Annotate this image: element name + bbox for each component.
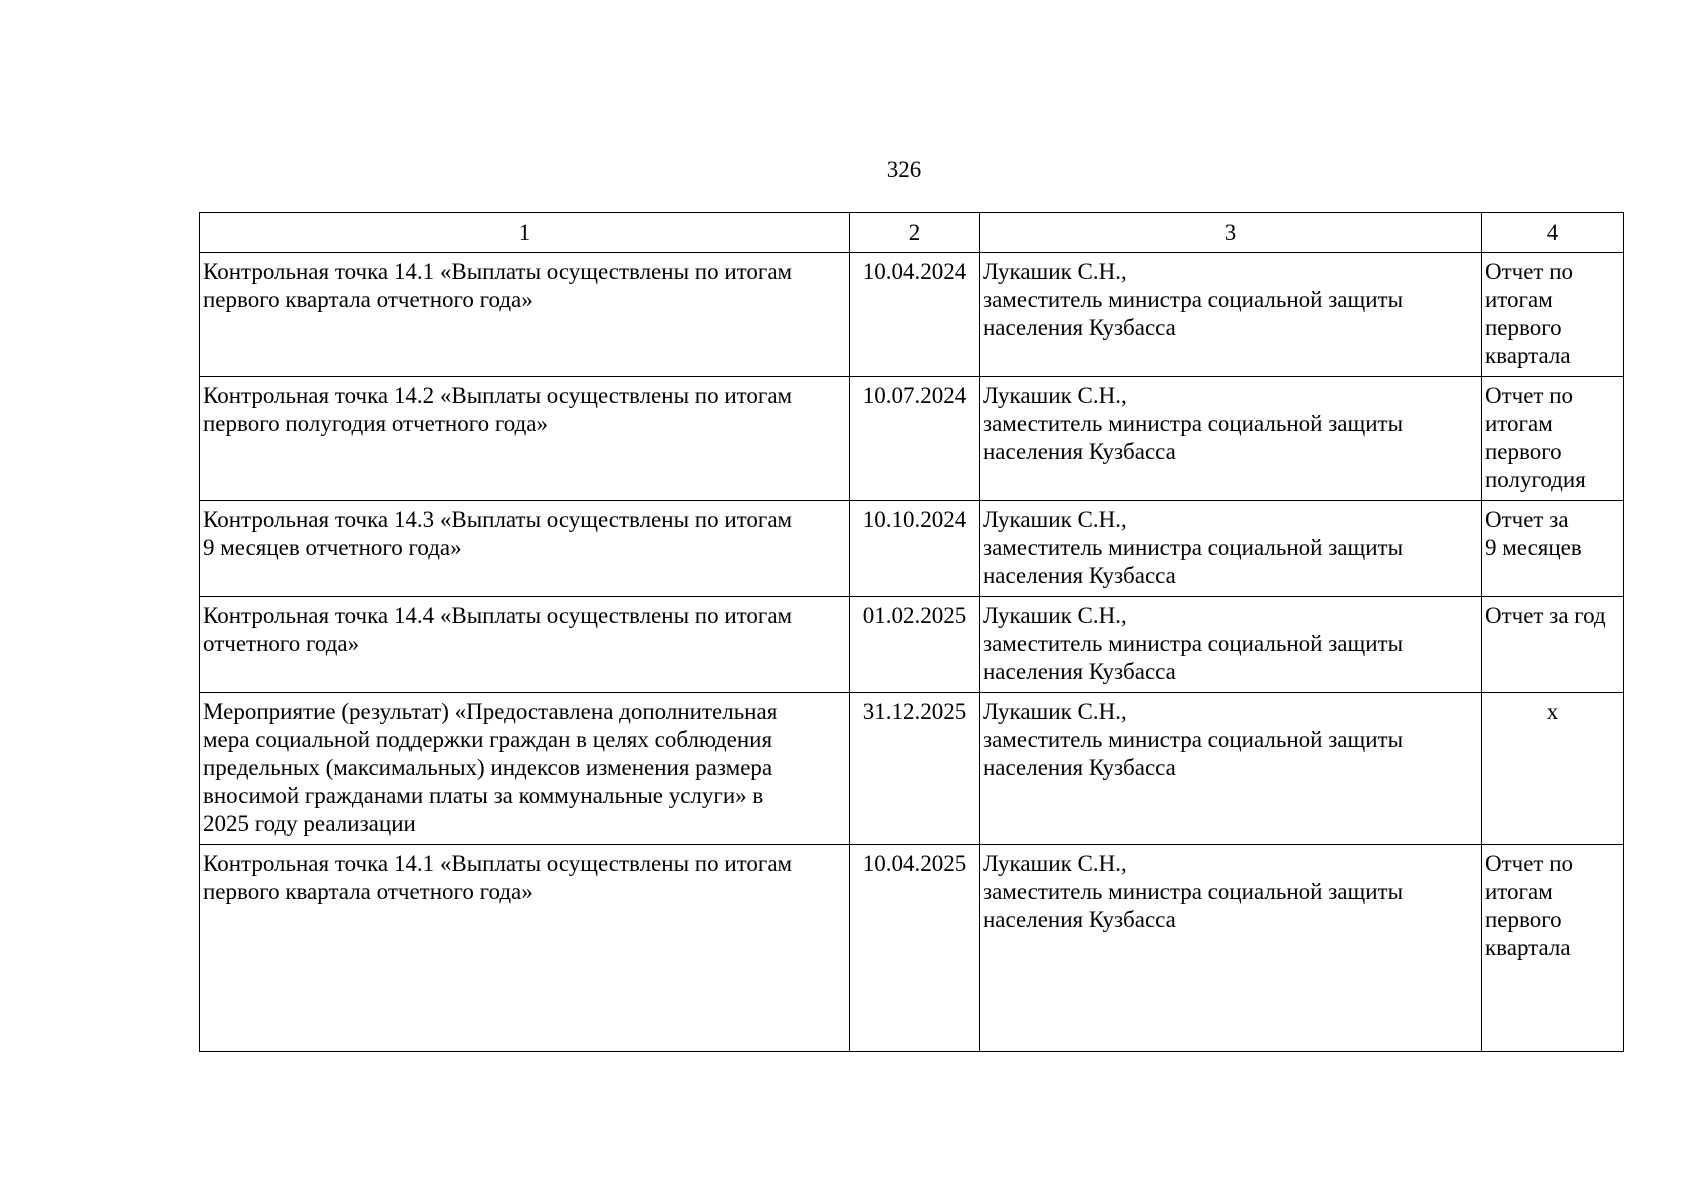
report-type-cell: Отчет по итогам первого полугодия bbox=[1482, 377, 1624, 501]
responsible-cell: Лукашик С.Н., заместитель министра социальной защиты населения Кузбасса bbox=[980, 597, 1482, 693]
report-type-cell: Отчет по итогам первого квартала bbox=[1482, 253, 1624, 377]
page-number: 326 bbox=[886, 157, 922, 182]
header-col-3: 3 bbox=[980, 213, 1482, 253]
table-row bbox=[200, 253, 1624, 377]
table-header-row bbox=[200, 213, 1624, 253]
header-col-2: 2 bbox=[850, 213, 980, 253]
header-col-4: 4 bbox=[1482, 213, 1624, 253]
header-col-1: 1 bbox=[200, 213, 850, 253]
table-row bbox=[200, 845, 1624, 1052]
table-row bbox=[200, 597, 1624, 693]
deadline-cell: 31.12.2025 bbox=[850, 693, 980, 845]
event-name-cell: Контрольная точка 14.2 «Выплаты осуществлены по итогам первого полугодия отчетного года» bbox=[200, 377, 850, 501]
table-row bbox=[200, 693, 1624, 845]
table-row bbox=[200, 377, 1624, 501]
responsible-cell: Лукашик С.Н., заместитель министра социальной защиты населения Кузбасса bbox=[980, 253, 1482, 377]
responsible-cell: Лукашик С.Н., заместитель министра социальной защиты населения Кузбасса bbox=[980, 377, 1482, 501]
deadline-cell: 10.10.2024 bbox=[850, 501, 980, 597]
table-row bbox=[200, 501, 1624, 597]
event-name-cell: Контрольная точка 14.4 «Выплаты осуществлены по итогам отчетного года» bbox=[200, 597, 850, 693]
responsible-cell: Лукашик С.Н., заместитель министра социальной защиты населения Кузбасса bbox=[980, 845, 1482, 1052]
event-name-cell: Контрольная точка 14.3 «Выплаты осуществлены по итогам 9 месяцев отчетного года» bbox=[200, 501, 850, 597]
report-type-cell: Отчет за год bbox=[1482, 597, 1624, 693]
report-type-cell: Отчет по итогам первого квартала bbox=[1482, 845, 1624, 1052]
report-type-cell: Отчет за 9 месяцев bbox=[1482, 501, 1624, 597]
responsible-cell: Лукашик С.Н., заместитель министра социальной защиты населения Кузбасса bbox=[980, 693, 1482, 845]
event-name-cell: Контрольная точка 14.1 «Выплаты осуществлены по итогам первого квартала отчетного года» bbox=[200, 253, 850, 377]
event-name-cell: Контрольная точка 14.1 «Выплаты осуществлены по итогам первого квартала отчетного года» bbox=[200, 845, 850, 1052]
deadline-cell: 10.04.2025 bbox=[850, 845, 980, 1052]
deadline-cell: 10.04.2024 bbox=[850, 253, 980, 377]
responsible-cell: Лукашик С.Н., заместитель министра социальной защиты населения Кузбасса bbox=[980, 501, 1482, 597]
report-type-cell: х bbox=[1482, 693, 1624, 845]
control-points-table bbox=[199, 212, 1624, 1052]
deadline-cell: 10.07.2024 bbox=[850, 377, 980, 501]
event-name-cell: Мероприятие (результат) «Предоставлена дополнительная мера социальной поддержки граждан в целях соблюдения предельных (максимальных) индексов изменения размера вносимой гражданами платы за коммунальные услуги» в 2025 году реализации bbox=[200, 693, 850, 845]
deadline-cell: 01.02.2025 bbox=[850, 597, 980, 693]
